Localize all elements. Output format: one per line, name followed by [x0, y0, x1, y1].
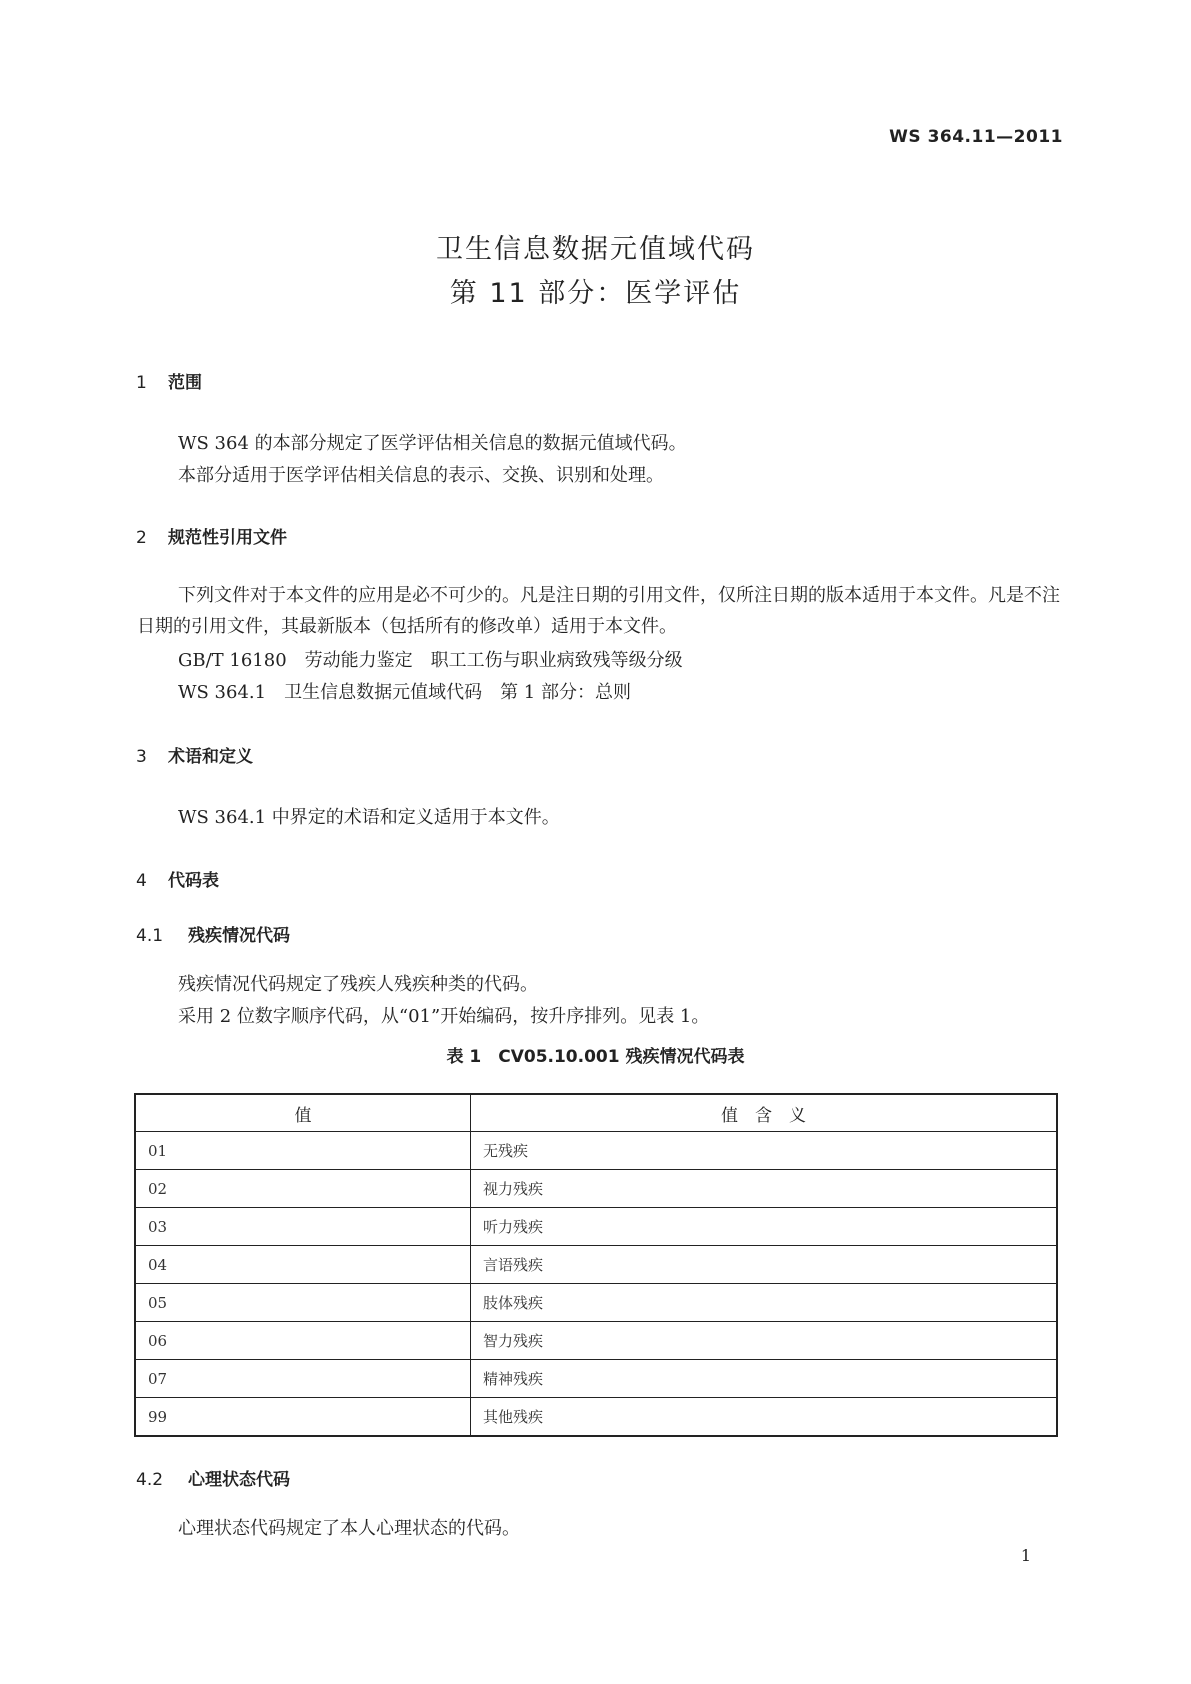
table-row	[135, 1322, 1057, 1360]
code-value: 02	[135, 1170, 471, 1208]
section-4-2-heading	[136, 1465, 290, 1490]
section-title: 术语和定义	[168, 747, 253, 767]
table-row	[135, 1360, 1057, 1398]
code-value: 99	[135, 1398, 471, 1437]
code-meaning: 言语残疾	[471, 1246, 1058, 1284]
section-4-1-paragraph-1: 残疾情况代码规定了残疾人残疾种类的代码。	[178, 974, 538, 995]
section-title: 心理状态代码	[188, 1470, 290, 1490]
code-meaning: 肢体残疾	[471, 1284, 1058, 1322]
disability-code-table	[134, 1093, 1058, 1437]
section-title: 代码表	[168, 871, 219, 891]
section-number: 4	[136, 871, 147, 891]
document-title: 卫生信息数据元值域代码	[436, 234, 755, 265]
table-row	[135, 1170, 1057, 1208]
normative-reference-2: WS 364.1 卫生信息数据元值域代码 第 1 部分：总则	[178, 682, 631, 703]
code-meaning: 智力残疾	[471, 1322, 1058, 1360]
table-header-row	[135, 1094, 1057, 1132]
table-row	[135, 1284, 1057, 1322]
section-number: 3	[136, 747, 147, 767]
code-meaning: 精神残疾	[471, 1360, 1058, 1398]
code-meaning: 其他残疾	[483, 1408, 544, 1426]
column-header-meaning: 值 含 义	[471, 1094, 1058, 1132]
section-title: 范围	[168, 373, 202, 393]
section-4-heading	[136, 866, 219, 891]
section-4-1-paragraph-2: 采用 2 位数字顺序代码，从“01”开始编码，按升序排列。见表 1。	[178, 1006, 710, 1027]
page-number: 1	[1020, 1546, 1031, 1565]
table-row	[135, 1208, 1057, 1246]
section-4-1-heading	[136, 921, 290, 946]
section-4-2-paragraph: 心理状态代码规定了本人心理状态的代码。	[178, 1518, 520, 1539]
table-row	[135, 1132, 1057, 1170]
normative-reference-1: GB/T 16180 劳动能力鉴定 职工工伤与职业病致残等级分级	[178, 650, 683, 671]
code-value: 06	[135, 1322, 471, 1360]
code-meaning: 视力残疾	[471, 1170, 1058, 1208]
section-title: 残疾情况代码	[188, 926, 290, 946]
code-meaning: 听力残疾	[471, 1208, 1058, 1246]
document-subtitle: 第 11 部分：医学评估	[449, 278, 742, 309]
section-number: 4.2	[136, 1470, 164, 1490]
section-1-heading	[136, 368, 202, 393]
table-row	[135, 1398, 1057, 1437]
code-value: 07	[135, 1360, 471, 1398]
code-value: 05	[135, 1284, 471, 1322]
section-title: 规范性引用文件	[168, 528, 287, 548]
code-value: 03	[135, 1208, 471, 1246]
section-1-paragraph-1: WS 364 的本部分规定了医学评估相关信息的数据元值域代码。	[178, 433, 687, 454]
table-row	[135, 1246, 1057, 1284]
section-3-paragraph: WS 364.1 中界定的术语和定义适用于本文件。	[178, 807, 560, 828]
section-number: 2	[136, 528, 147, 548]
code-meaning: 无残疾	[471, 1132, 1058, 1170]
section-number: 4.1	[136, 926, 164, 946]
column-header-value: 值	[135, 1094, 471, 1132]
code-value: 01	[135, 1132, 471, 1170]
section-3-heading	[136, 742, 253, 767]
section-number: 1	[136, 373, 147, 393]
section-2-heading	[136, 523, 287, 548]
table-1-caption: 表 1 CV05.10.001 残疾情况代码表	[446, 1047, 745, 1067]
section-2-paragraph: 下列文件对于本文件的应用是必不可少的。凡是注日期的引用文件，仅所注日期的版本适用于本文件。凡是不注日期的引用文件，其最新版本（包括所有的修改单）适用于本文件。	[137, 585, 1060, 637]
section-1-paragraph-2: 本部分适用于医学评估相关信息的表示、交换、识别和处理。	[178, 465, 664, 486]
standard-code: WS 364.11—2011	[889, 127, 1063, 147]
code-value: 04	[135, 1246, 471, 1284]
